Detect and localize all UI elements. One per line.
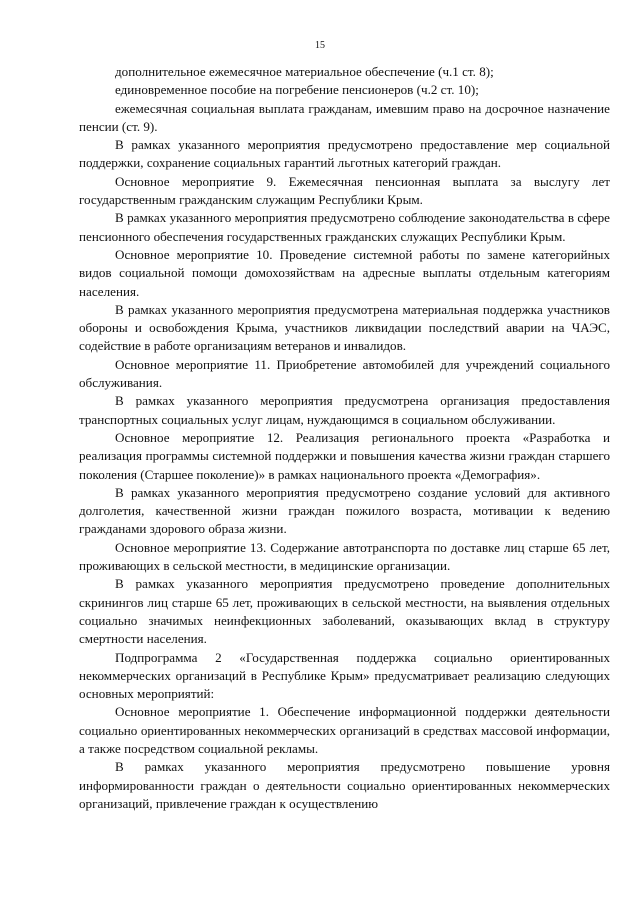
paragraph: В рамках указанного мероприятия предусмотрено проведение дополнительных скринингов лиц старше 65 лет, проживающих в сельской местности, на выявления отдельных социально значимых неинфекционных заболеваний, оказывающих вклад в структуру смертности населения.: [79, 576, 610, 647]
paragraph: Основное мероприятие 12. Реализация регионального проекта «Разработка и реализация программы системной поддержки и повышения качества жизни граждан старшего поколения (Старшее поколение)» в рамках национального проекта «Демография».: [79, 429, 610, 482]
paragraph: Основное мероприятие 1. Обеспечение информационной поддержки деятельности социально ориентированных некоммерческих организаций в средствах массовой информации, а также посредством социальной рекламы.: [79, 704, 610, 756]
paragraph: Подпрограмма 2 «Государственная поддержка социально ориентированных некоммерческих организаций в Республике Крым» предусматривает реализацию следующих основных мероприятий:: [79, 649, 610, 702]
paragraph: В рамках указанного мероприятия предусмотрено создание условий для активного долголетия, качественной жизни граждан пожилого возраста, мотивации к ведению гражданами здорового образа жизни.: [79, 484, 610, 537]
paragraph: дополнительное ежемесячное материальное обеспечение (ч.1 ст. 8);: [115, 64, 494, 79]
paragraph: В рамках указанного мероприятия предусмотрена материальная поддержка участников обороны и освобождения Крыма, участников ликвидации последствий аварии на ЧАЭС, содействие в работе организациям ветеранов и инвалидов.: [79, 301, 610, 354]
paragraph: В рамках указанного мероприятия предусмотрено повышение уровня информированности граждан о деятельности социально ориентированных некоммерческих организаций, привлечение граждан к осуществлению: [79, 759, 610, 811]
paragraph: В рамках указанного мероприятия предусмотрено предоставление мер социальной поддержки, сохранение социальных гарантий льготных категорий граждан.: [79, 137, 610, 171]
paragraph: В рамках указанного мероприятия предусмотрена организация предоставления транспортных социальных услуг лицам, нуждающимся в социальном обслуживании.: [79, 393, 610, 427]
page-number: 15: [315, 40, 325, 51]
paragraph: ежемесячная социальная выплата гражданам, имевшим право на досрочное назначение пенсии (ст. 9).: [79, 100, 610, 134]
paragraph: В рамках указанного мероприятия предусмотрено соблюдение законодательства в сфере пенсионного обеспечения государственных гражданских служащих Республики Крым.: [79, 210, 610, 244]
document-body: [79, 63, 610, 813]
paragraph: Основное мероприятие 9. Ежемесячная пенсионная выплата за выслугу лет государственным гражданским служащим Республики Крым.: [79, 173, 610, 208]
paragraph: Основное мероприятие 10. Проведение системной работы по замене категорийных видов социальной помощи домохозяйствам на адресные выплаты отдельным категориям населения.: [79, 246, 610, 299]
paragraph: единовременное пособие на погребение пенсионеров (ч.2 ст. 10);: [115, 82, 479, 98]
paragraph: Основное мероприятие 13. Содержание автотранспорта по доставке лиц старше 65 лет, проживающих в сельской местности, в медицинские организации.: [79, 539, 610, 574]
paragraph: Основное мероприятие 11. Приобретение автомобилей для учреждений социального обслуживания.: [79, 356, 610, 391]
